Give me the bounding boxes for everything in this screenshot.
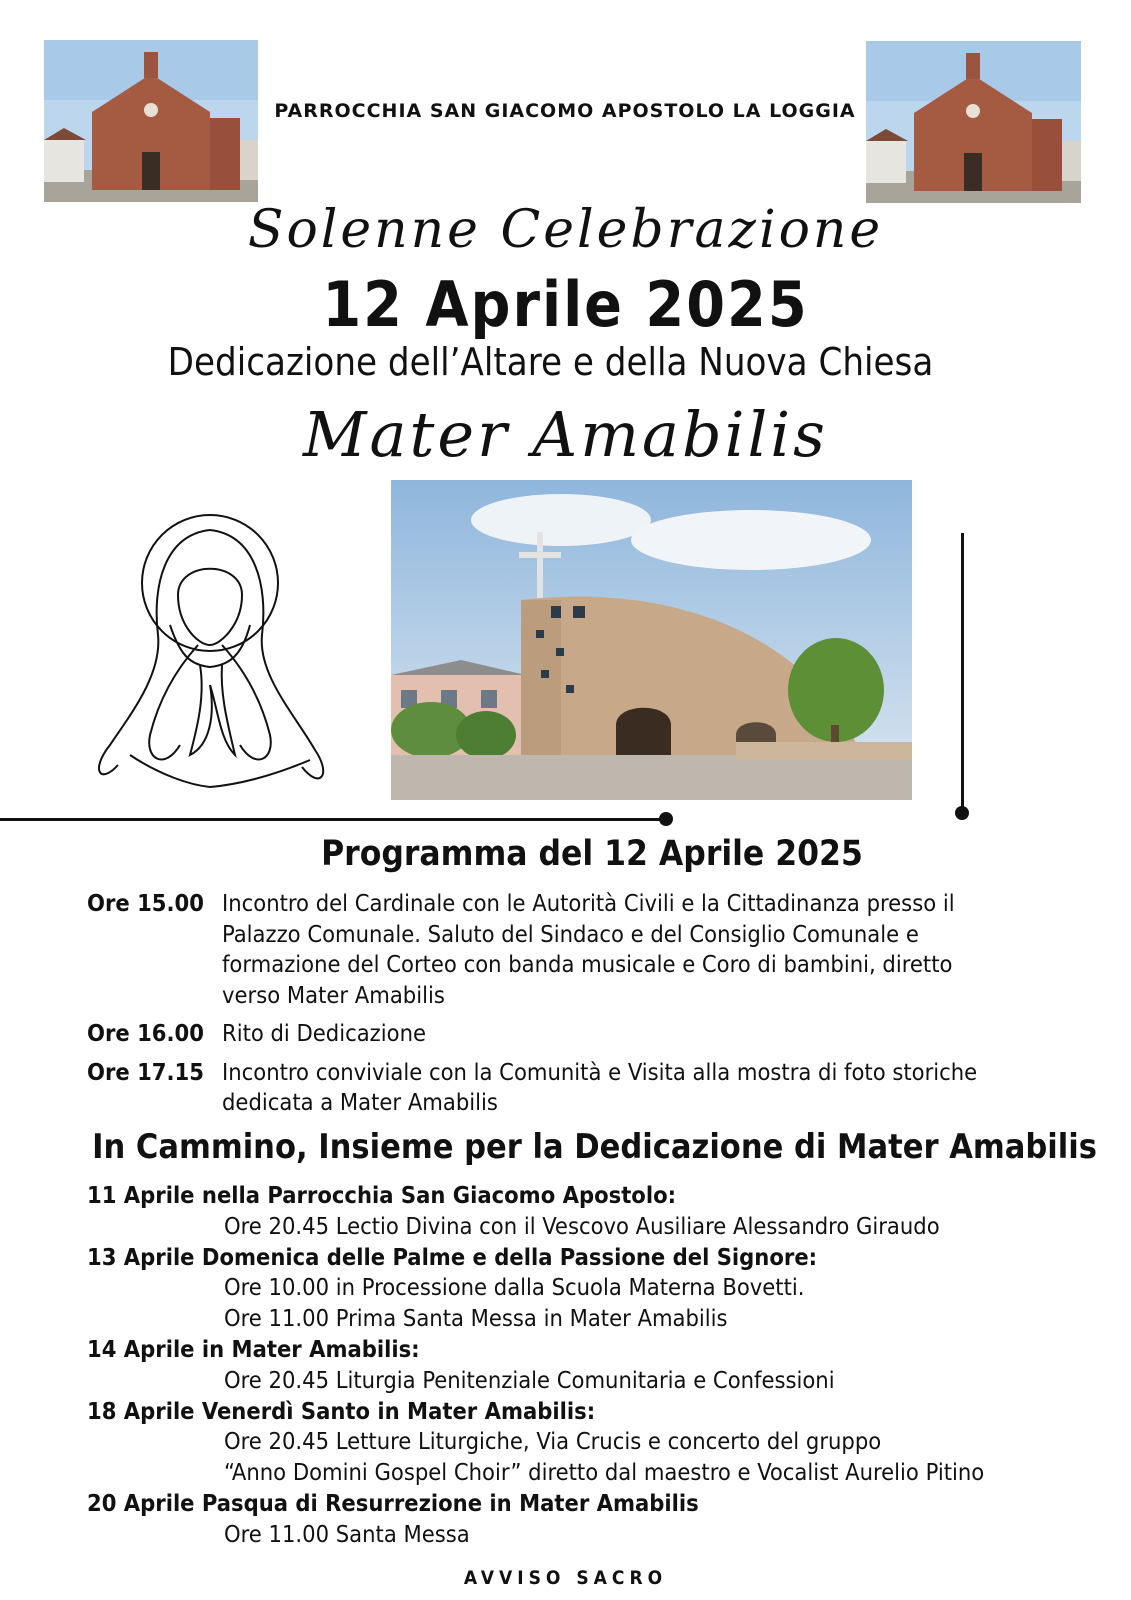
cammino-calendar	[87, 1180, 1087, 1550]
vertical-divider-dot	[955, 806, 969, 820]
programma-text-line: dedicata a Mater Amabilis	[222, 1088, 498, 1116]
programma-time: Ore 15.00	[87, 889, 204, 917]
programma-text-line: Rito di Dedicazione	[222, 1019, 426, 1047]
day-heading: 20 Aprile Pasqua di Resurrezione in Mater Amabilis	[87, 1488, 699, 1517]
programma-item	[87, 888, 1087, 1010]
day-event: “Anno Domini Gospel Choir” diretto dal maestro e Vocalist Aurelio Pitino	[224, 1458, 985, 1487]
programma-time: Ore 16.00	[87, 1019, 204, 1047]
day-heading: 13 Aprile Domenica delle Palme e della Passione del Signore:	[87, 1242, 818, 1271]
horizontal-divider-dot	[659, 812, 673, 826]
day-heading: 14 Aprile in Mater Amabilis:	[87, 1334, 420, 1363]
cammino-title: In Cammino, Insieme per la Dedicazione di Mater Amabilis	[92, 1127, 1097, 1167]
parish-name: PARROCCHIA SAN GIACOMO APOSTOLO LA LOGGIA	[274, 100, 856, 122]
parish-church-photo-left	[44, 40, 258, 202]
horizontal-divider	[0, 818, 666, 821]
parish-church-photo-right	[866, 41, 1081, 203]
day-event: Ore 10.00 in Processione dalla Scuola Materna Bovetti.	[224, 1273, 805, 1302]
programma-title: Programma del 12 Aprile 2025	[321, 834, 863, 874]
dedication-subtitle: Dedicazione dell’Altare e della Nuova Chiesa	[167, 340, 934, 384]
church-name: Mater Amabilis	[303, 398, 828, 471]
day-event: Ore 20.45 Lectio Divina con il Vescovo Ausiliare Alessandro Giraudo	[224, 1211, 940, 1240]
day-event: Ore 20.45 Letture Liturgiche, Via Crucis e concerto del gruppo	[224, 1427, 882, 1456]
vertical-divider	[961, 533, 964, 811]
programma-text-line: Incontro del Cardinale con le Autorità Civili e la Cittadinanza presso il	[222, 889, 955, 917]
avviso-sacro: AVVISO SACRO	[463, 1567, 668, 1589]
programma-list	[87, 888, 1087, 1126]
programma-item	[87, 1057, 1087, 1118]
programma-text-line: verso Mater Amabilis	[222, 980, 445, 1009]
day-event: Ore 20.45 Liturgia Penitenziale Comunitaria e Confessioni	[224, 1365, 835, 1394]
programma-item	[87, 1018, 1087, 1049]
day-event: Ore 11.00 Prima Santa Messa in Mater Amabilis	[224, 1304, 728, 1333]
celebration-title: Solenne Celebrazione	[247, 200, 884, 260]
programma-text-line: Palazzo Comunale. Saluto del Sindaco e del Consiglio Comunale e	[222, 919, 919, 948]
programma-time: Ore 17.15	[87, 1057, 204, 1086]
day-event: Ore 11.00 Santa Messa	[224, 1519, 470, 1548]
new-church-photo	[391, 480, 912, 800]
day-heading: 11 Aprile nella Parrocchia San Giacomo Apostolo:	[87, 1181, 677, 1209]
programma-text-line: Incontro conviviale con la Comunità e Visita alla mostra di foto storiche	[222, 1057, 978, 1086]
day-heading: 18 Aprile Venerdì Santo in Mater Amabilis:	[87, 1396, 596, 1425]
event-date: 12 Aprile 2025	[322, 268, 809, 341]
madonna-line-drawing	[70, 505, 360, 795]
programma-text-line: formazione del Corteo con banda musicale e Coro di bambini, diretto	[222, 950, 953, 978]
